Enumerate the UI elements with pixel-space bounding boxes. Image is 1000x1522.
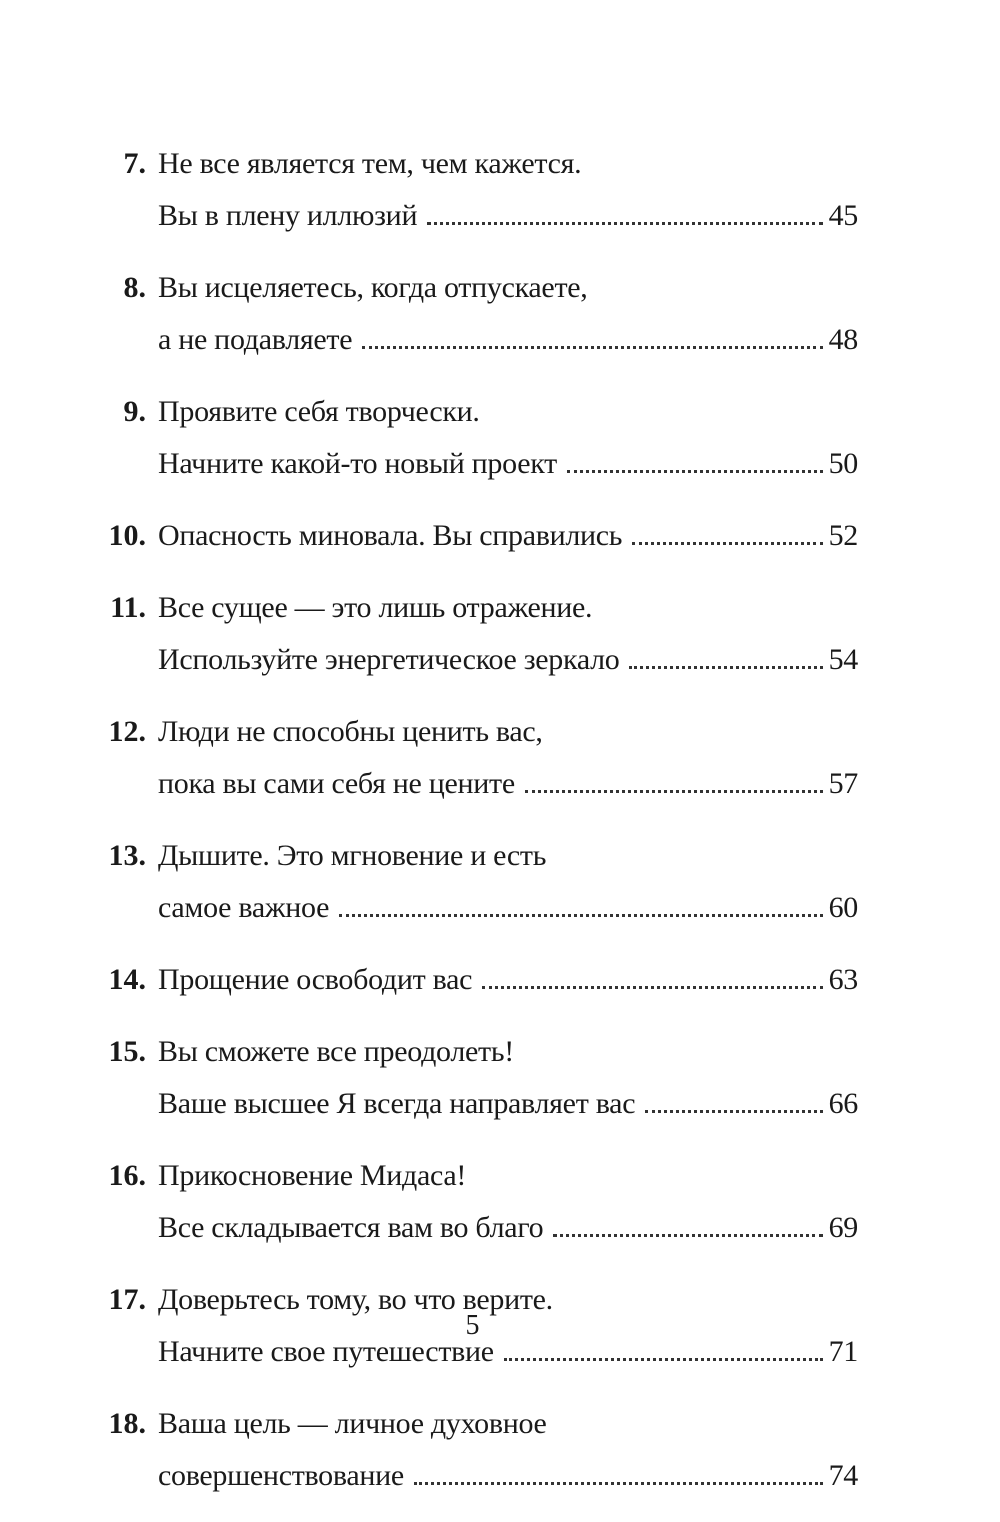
- title-line: Вы исцеляетесь, когда отпускаете,: [158, 271, 588, 304]
- title-line: Вы сможете все преодолеть!: [158, 1035, 514, 1068]
- toc-entry: [88, 262, 858, 366]
- toc-entry: [88, 138, 858, 242]
- title-last-line: [158, 1202, 858, 1254]
- chapter-number: 16.: [108, 1159, 146, 1192]
- chapter-title: [158, 582, 858, 686]
- chapter-number: 13.: [108, 839, 146, 872]
- page-ref: 69: [828, 1211, 858, 1244]
- chapter-title: [158, 1398, 858, 1502]
- chapter-number: 18.: [108, 1407, 146, 1440]
- title-line: Вы в плену иллюзий: [158, 199, 418, 232]
- page-number: 5: [465, 1310, 480, 1341]
- page-ref: 63: [828, 963, 858, 996]
- title-last-line: [158, 190, 858, 242]
- page-ref: 48: [828, 323, 858, 356]
- chapter-title: [158, 706, 858, 810]
- page-ref: 45: [828, 199, 858, 232]
- toc-entry: [88, 954, 858, 1006]
- page-ref: 54: [828, 643, 858, 676]
- dot-leader: [632, 542, 822, 545]
- title-line: Прикосновение Мидаса!: [158, 1159, 467, 1192]
- title-last-line: [158, 510, 858, 562]
- dot-leader: [504, 1358, 823, 1361]
- toc-entry: [88, 830, 858, 934]
- title-line: Начните свое путешествие: [158, 1335, 494, 1368]
- toc-entry: [88, 1398, 858, 1502]
- toc-entry: [88, 1150, 858, 1254]
- dot-leader: [567, 470, 823, 473]
- chapter-number: 12.: [108, 715, 146, 748]
- toc-entry: [88, 1026, 858, 1130]
- title-line: совершенствование: [158, 1459, 404, 1492]
- page-ref: 50: [828, 447, 858, 480]
- dot-leader: [525, 790, 823, 793]
- title-line: Проявите себя творчески.: [158, 395, 480, 428]
- page-ref: 57: [828, 767, 858, 800]
- dot-leader: [629, 666, 822, 669]
- title-line: Не все является тем, чем кажется.: [158, 147, 582, 180]
- chapter-title: [158, 830, 858, 934]
- title-last-line: [158, 1078, 858, 1130]
- title-line: Используйте энергетическое зеркало: [158, 643, 620, 676]
- page-ref: 60: [828, 891, 858, 924]
- title-line: самое важное: [158, 891, 330, 924]
- chapter-title: [158, 1026, 858, 1130]
- chapter-number: 11.: [110, 591, 146, 624]
- title-last-line: [158, 438, 858, 490]
- title-line: Ваше высшее Я всегда направляет вас: [158, 1087, 636, 1120]
- toc-entry: [88, 706, 858, 810]
- chapter-number: 7.: [123, 147, 146, 180]
- title-last-line: [158, 634, 858, 686]
- dot-leader: [339, 914, 822, 917]
- chapter-number: 15.: [108, 1035, 146, 1068]
- page-ref: 71: [828, 1335, 858, 1368]
- dot-leader: [362, 346, 822, 349]
- title-line: Доверьтесь тому, во что верите.: [158, 1283, 553, 1316]
- title-last-line: [158, 954, 858, 1006]
- dot-leader: [482, 986, 822, 989]
- title-last-line: [158, 758, 858, 810]
- toc-entry: [88, 386, 858, 490]
- title-line: Все складывается вам во благо: [158, 1211, 544, 1244]
- title-last-line: [158, 1450, 858, 1502]
- title-line: Ваша цель — личное духовное: [158, 1407, 547, 1440]
- dot-leader: [553, 1234, 822, 1237]
- chapter-title: [158, 262, 858, 366]
- chapter-title: [158, 954, 858, 1006]
- title-last-line: [158, 314, 858, 366]
- chapter-title: [158, 138, 858, 242]
- title-line: Опасность миновала. Вы справились: [158, 519, 623, 552]
- chapter-title: [158, 1150, 858, 1254]
- chapter-number: 8.: [123, 271, 146, 304]
- dot-leader: [427, 222, 822, 225]
- title-line: Дышите. Это мгновение и есть: [158, 839, 547, 872]
- chapter-number: 14.: [108, 963, 146, 996]
- chapter-title: [158, 386, 858, 490]
- page-ref: 66: [828, 1087, 858, 1120]
- title-line: Прощение освободит вас: [158, 963, 473, 996]
- chapter-title: [158, 510, 858, 562]
- chapter-number: 9.: [123, 395, 146, 428]
- title-line: Начните какой-то новый проект: [158, 447, 557, 480]
- title-line: Все сущее — это лишь отражение.: [158, 591, 593, 624]
- title-line: пока вы сами себя не цените: [158, 767, 515, 800]
- toc-entry: [88, 582, 858, 686]
- chapter-number: 10.: [108, 519, 146, 552]
- dot-leader: [414, 1482, 823, 1485]
- dot-leader: [645, 1110, 822, 1113]
- page-ref: 52: [828, 519, 858, 552]
- title-line: а не подавляете: [158, 323, 353, 356]
- chapter-number: 17.: [108, 1283, 146, 1316]
- toc-entry: [88, 510, 858, 562]
- title-last-line: [158, 882, 858, 934]
- page-ref: 74: [828, 1459, 858, 1492]
- title-line: Люди не способны ценить вас,: [158, 715, 543, 748]
